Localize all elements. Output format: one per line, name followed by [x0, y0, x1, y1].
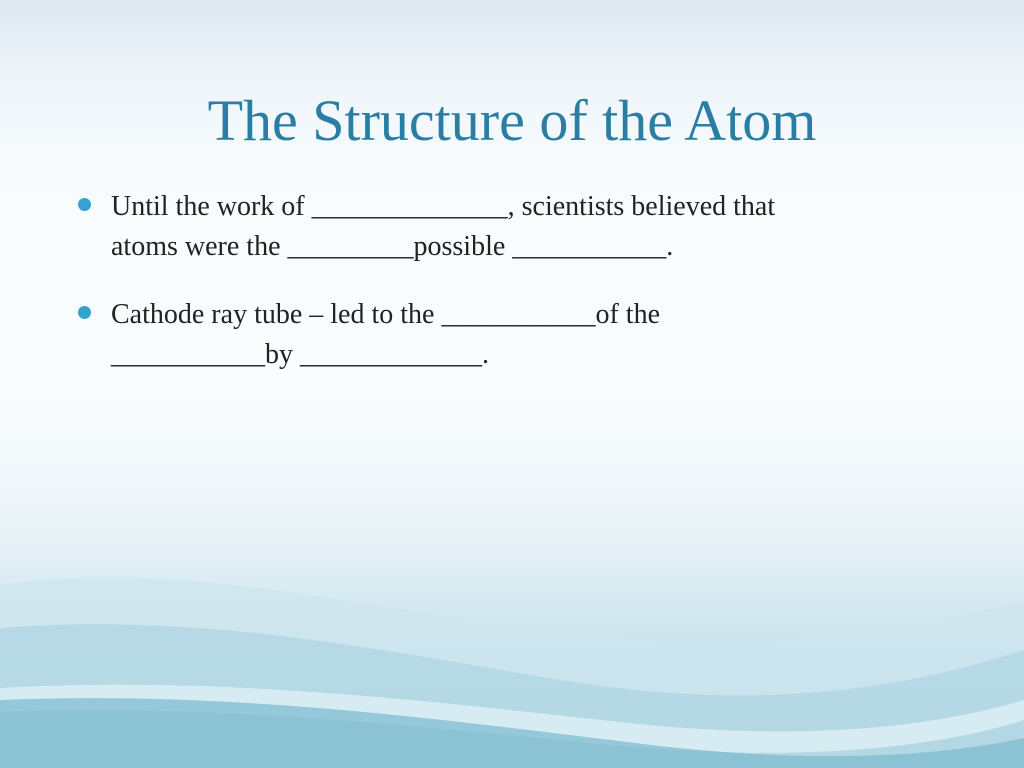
bullet-line: ___________by _____________.	[111, 339, 489, 370]
bullet-line: Until the work of ______________, scientists believed that	[111, 191, 776, 222]
bullet-item	[72, 295, 952, 375]
bullet-item	[72, 187, 952, 267]
bullet-line: Cathode ray tube – led to the ___________of the	[111, 299, 660, 330]
bullet-line: atoms were the _________possible ___________.	[111, 231, 674, 262]
bullet-icon	[78, 306, 91, 319]
slide-title: The Structure of the Atom	[207, 88, 817, 153]
bullet-list	[72, 187, 952, 403]
bullet-icon	[78, 198, 91, 211]
